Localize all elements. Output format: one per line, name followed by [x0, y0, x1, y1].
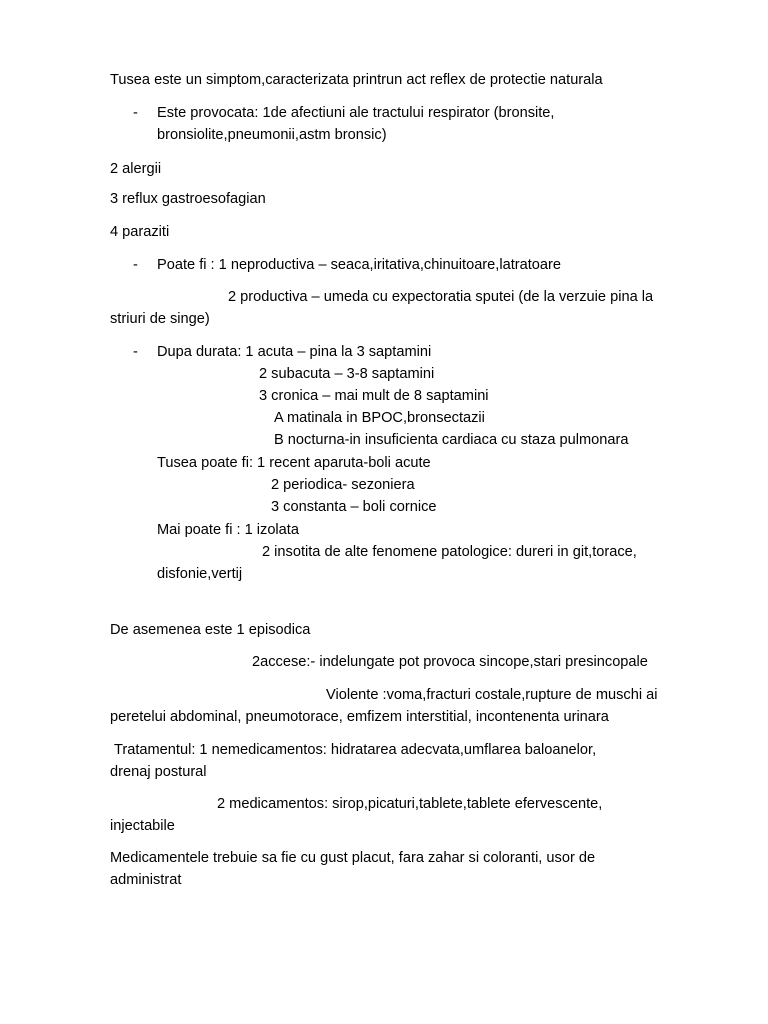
remarks-line: Medicamentele trebuie sa fie cu gust placut, fara zahar si coloranti, usor de	[110, 850, 596, 866]
isolated-line: Mai poate fi : 1 izolata	[157, 522, 299, 538]
duration-subacute: 2 subacuta – 3-8 saptamini	[259, 366, 435, 382]
onset-constant: 3 constanta – boli cornice	[271, 499, 437, 515]
intro-line: Tusea este un simptom,caracterizata printrun act reflex de protectie naturala	[110, 72, 603, 88]
duration-chronic: 3 cronica – mai mult de 8 saptamini	[259, 388, 489, 404]
duration-acute: Dupa durata: 1 acuta – pina la 3 saptamini	[157, 344, 432, 360]
cause-reflux: 3 reflux gastroesofagian	[110, 191, 266, 207]
chronic-morning: A matinala in BPOC,bronsectazii	[274, 410, 485, 426]
accompanied-line: 2 insotita de alte fenomene patologice: dureri in git,torace,	[262, 544, 637, 560]
medication-line-cont: injectabile	[110, 818, 175, 834]
onset-recent: Tusea poate fi: 1 recent aparuta-boli acute	[157, 455, 431, 471]
cause-parasites: 4 paraziti	[110, 224, 170, 240]
cause-allergies: 2 alergii	[110, 161, 162, 177]
accompanied-line-cont: disfonie,vertij	[157, 566, 243, 582]
chronic-nocturnal: B nocturna-in insuficienta cardiaca cu staza pulmonara	[274, 432, 629, 448]
bullet-dash: -	[133, 105, 138, 121]
violent-line: Violente :voma,fracturi costale,rupture de muschi ai	[326, 687, 658, 703]
accesses-line: 2accese:- indelungate pot provoca sincope,stari presincopale	[252, 654, 648, 670]
causes-line: Este provocata: 1de afectiuni ale tractului respirator (bronsite,	[157, 105, 555, 121]
medication-line: 2 medicamentos: sirop,picaturi,tablete,tablete efervescente,	[217, 796, 603, 812]
treatment-line: Tratamentul: 1 nemedicamentos: hidratarea adecvata,umflarea baloanelor,	[114, 742, 597, 758]
onset-periodic: 2 periodica- sezoniera	[271, 477, 415, 493]
episodic-line: De asemenea este 1 episodica	[110, 622, 311, 638]
type-productive: 2 productiva – umeda cu expectoratia sputei (de la verzuie pina la	[228, 289, 654, 305]
bullet-dash: -	[133, 344, 138, 360]
remarks-line-cont: administrat	[110, 872, 182, 888]
type-nonproductive: Poate fi : 1 neproductiva – seaca,iritativa,chinuitoare,latratoare	[157, 257, 561, 273]
treatment-line-cont: drenaj postural	[110, 764, 207, 780]
violent-line-cont: peretelui abdominal, pneumotorace, emfizem interstitial, incontenenta urinara	[110, 709, 609, 725]
causes-line-cont: bronsiolite,pneumonii,astm bronsic)	[157, 127, 387, 143]
type-productive-cont: striuri de singe)	[110, 311, 210, 327]
bullet-dash: -	[133, 257, 138, 273]
